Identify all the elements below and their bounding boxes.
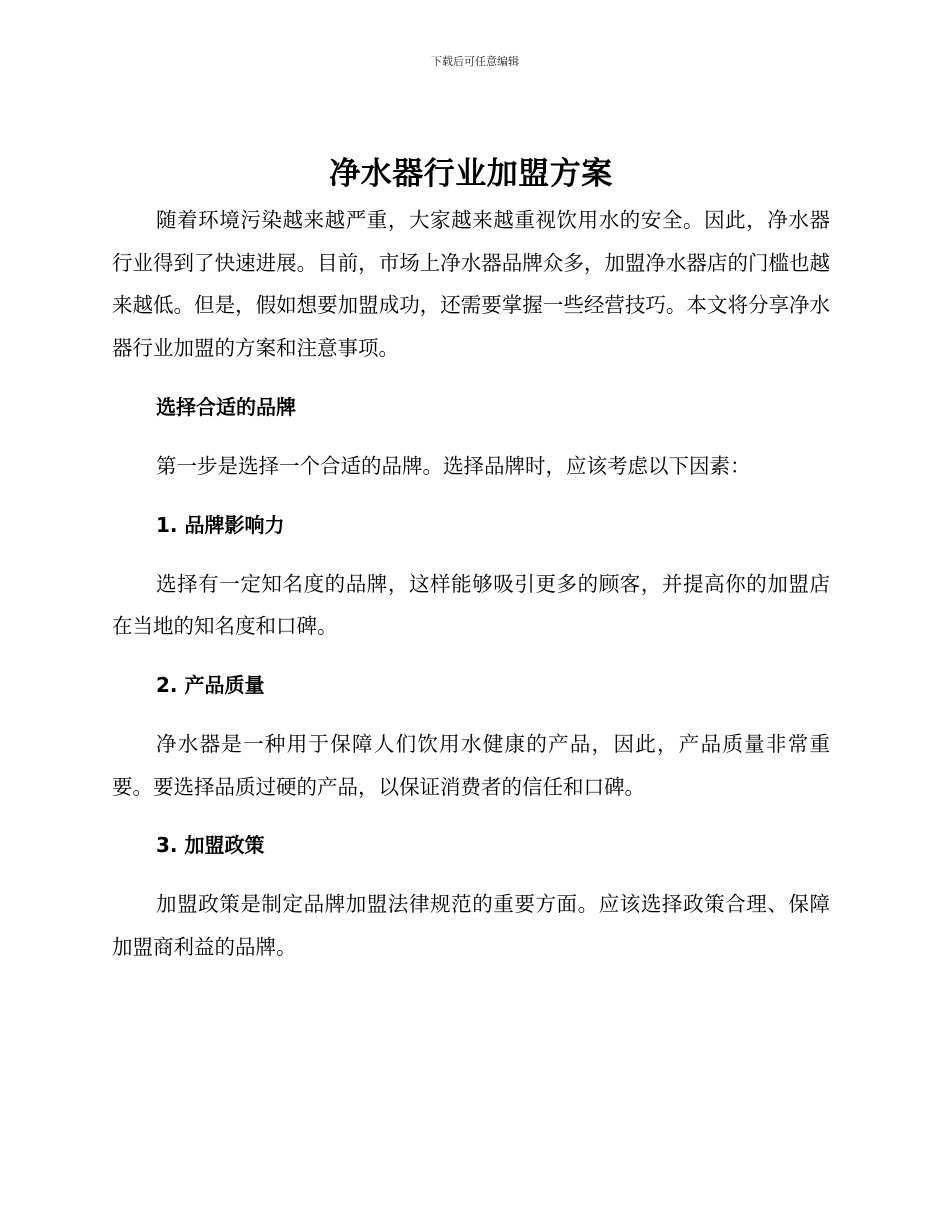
- spacer: [112, 648, 830, 664]
- intro-paragraph: 随着环境污染越来越严重，大家越来越重视饮用水的安全。因此，净水器行业得到了快速进展。目前，市场上净水器品牌众多，加盟净水器店的门槛也越来越低。但是，假如想要加盟成功，还需要掌握一些经营技巧。本文将分享净水器行业加盟的方案和注意事项。: [112, 208, 830, 361]
- document-body: [112, 150, 830, 969]
- spacer: [112, 370, 830, 386]
- spacer: [112, 808, 830, 824]
- document-title: 净水器行业加盟方案: [329, 156, 613, 192]
- section-paragraph-franchise-policy: 加盟政策是制定品牌加盟法律规范的重要方面。应该选择政策合理、保障加盟商利益的品牌。: [112, 892, 830, 960]
- spacer: [112, 706, 830, 723]
- spacer: [112, 546, 830, 563]
- spacer: [112, 488, 830, 504]
- section-heading-franchise-policy: 3. 加盟政策: [156, 833, 265, 858]
- page-header-note: 下载后可任意编辑: [431, 55, 519, 68]
- section-heading-product-quality: 2. 产品质量: [156, 672, 265, 697]
- spacer: [112, 428, 830, 445]
- section-heading-brand-influence: 1. 品牌影响力: [156, 512, 285, 537]
- section-paragraph-brand-influence: 选择有一定知名度的品牌，这样能够吸引更多的顾客，并提高你的加盟店在当地的知名度和口碑。: [112, 571, 830, 639]
- section-paragraph-brand-choice: 第一步是选择一个合适的品牌。选择品牌时，应该考虑以下因素：: [156, 453, 751, 478]
- section-paragraph-product-quality: 净水器是一种用于保障人们饮用水健康的产品，因此，产品质量非常重要。要选择品质过硬的产品，以保证消费者的信任和口碑。: [112, 731, 830, 799]
- spacer: [112, 866, 830, 883]
- section-heading-brand-choice: 选择合适的品牌: [156, 394, 296, 419]
